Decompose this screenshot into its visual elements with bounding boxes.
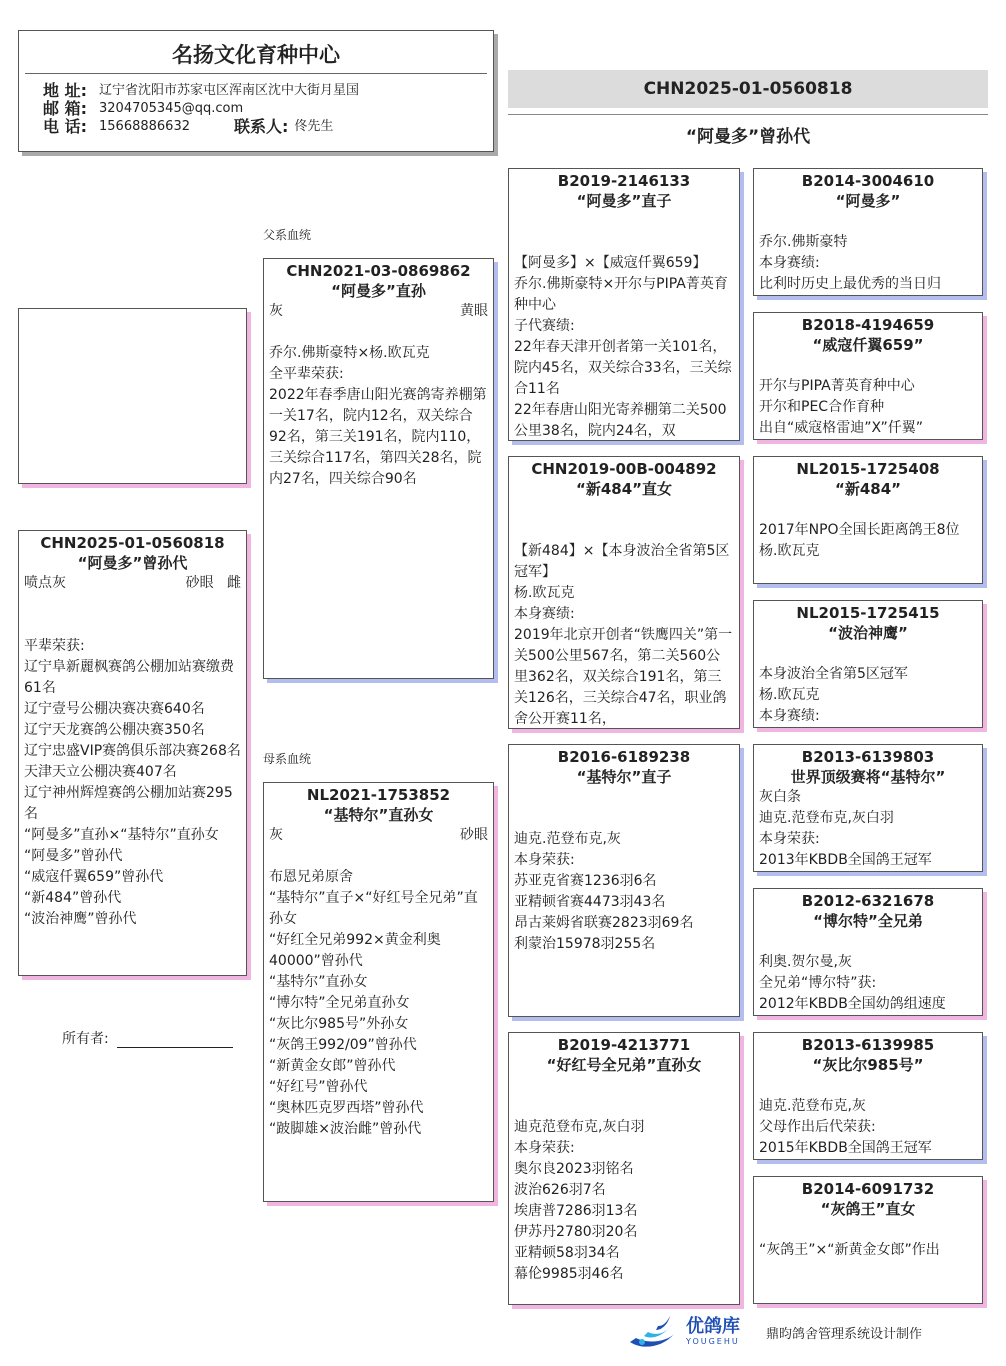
- dam-eye: 砂眼: [460, 827, 488, 843]
- great-grandparent-name: “灰比尔985号”: [812, 1056, 924, 1074]
- spacer: [759, 499, 977, 520]
- great-grandparent-details: [759, 232, 977, 295]
- phone-value: 15668886632: [99, 119, 190, 134]
- subject-color: 喷点灰: [24, 575, 66, 591]
- great-grandparent-details: [759, 664, 977, 727]
- spacer: [514, 1096, 734, 1117]
- detail-line: “阿曼多”曾孙代: [24, 848, 123, 864]
- detail-line: 2015年KBDB全国鸽王冠军: [759, 1140, 932, 1156]
- great-grandparent-name: 世界顶级赛将“基特尔”: [790, 768, 946, 786]
- spacer: [269, 846, 488, 867]
- address-value: 辽宁省沈阳市苏家屯区浑南区沈中大街月星国: [99, 83, 360, 98]
- detail-line: 迪克.范登布克,灰: [514, 831, 621, 847]
- detail-line: 昂古莱姆省联赛2823羽69名: [514, 915, 694, 931]
- credit-text: 鼎昀鸽舍管理系统设计制作: [766, 1326, 923, 1342]
- detail-line: 苏亚克省赛1236羽6名: [514, 873, 657, 889]
- great-grandparent-details: [759, 787, 977, 871]
- detail-line: “跛脚雄×波治雌”曾孙代: [269, 1121, 422, 1137]
- detail-line: 乔尔.佛斯豪特×开尔与PIPA菁英育种中心: [514, 276, 728, 313]
- subject-card[interactable]: [18, 530, 247, 976]
- detail-line: 本身赛绩:: [759, 255, 820, 271]
- pigeon-ring-banner: CHN2025-01-0560818: [508, 70, 988, 108]
- great-grandparent-ring: B2012-6321678: [801, 892, 935, 910]
- detail-line: “新黄金女郎”曾孙代: [269, 1058, 396, 1074]
- sire-name: “阿曼多”直孙: [331, 282, 426, 300]
- great-grandparent-details: [759, 1240, 977, 1261]
- sire-card[interactable]: [263, 258, 494, 679]
- detail-line: 亚精顿省赛4473羽43名: [514, 894, 666, 910]
- dam-name: “基特尔”直孙女: [323, 806, 434, 824]
- great-grandparent-ring: B2014-6091732: [801, 1180, 935, 1198]
- great-grandparent-name: “博尔特”全兄弟: [813, 912, 923, 930]
- email-row: [43, 100, 493, 118]
- phone-label: 电 话:: [43, 117, 87, 136]
- detail-line: 出自“威寇格雷迪”X”仟翼”: [759, 420, 924, 436]
- spacer: [759, 1219, 977, 1240]
- detail-line: 天津天立公棚决赛407名: [24, 764, 177, 780]
- subject-eye: 砂眼: [185, 575, 214, 591]
- grandparent-name: “阿曼多”直子: [576, 192, 672, 210]
- great-grandparent-card-4[interactable]: [753, 600, 983, 728]
- great-grandparent-ring: B2018-4194659: [801, 316, 935, 334]
- great-grandparent-card-2[interactable]: [753, 312, 983, 440]
- subject-ring: CHN2025-01-0560818: [40, 534, 225, 552]
- detail-line: 辽宁神州辉煌赛鸽公棚加站赛295名: [24, 785, 233, 822]
- dam-traits: [269, 825, 488, 846]
- detail-line: “好红号”曾孙代: [269, 1079, 368, 1095]
- detail-line: 本身荣获:: [759, 831, 820, 847]
- detail-line: 2013年KBDB全国鸽王冠军: [759, 852, 932, 868]
- grandparent-ring: CHN2019-00B-004892: [531, 460, 717, 478]
- detail-line: 杨.欧瓦克: [759, 687, 820, 703]
- dam-ring: NL2021-1753852: [306, 786, 451, 804]
- grandparent-name: “好红号全兄弟”直孙女: [546, 1056, 702, 1074]
- spacer: [269, 322, 488, 343]
- dam-color: 灰: [269, 827, 283, 843]
- spacer: [759, 211, 977, 232]
- detail-line: 波治626羽7名: [514, 1182, 606, 1198]
- detail-line: 本身波治全省第5区冠军: [759, 666, 908, 682]
- grandparent-details: [514, 1117, 734, 1285]
- spacer: [514, 1075, 734, 1096]
- detail-line: 迪克范登布克,灰白羽: [514, 1119, 645, 1135]
- spacer: [759, 931, 977, 952]
- great-grandparent-details: [759, 1096, 977, 1159]
- sire-traits: [269, 301, 488, 322]
- grandparent-details: [514, 829, 734, 955]
- detail-line: 本身荣获:: [514, 852, 575, 868]
- breeder-title: 名扬文化育种中心: [172, 43, 340, 67]
- great-grandparent-name: “灰鸽王”直女: [820, 1200, 916, 1218]
- great-grandparent-name: “新484”: [834, 480, 902, 498]
- detail-line: 2017年NPO全国长距离鸽王8位: [759, 522, 960, 538]
- address-row: [43, 82, 493, 100]
- great-grandparent-name: “波治神鹰”: [828, 624, 908, 642]
- detail-line: 杨.欧瓦克: [514, 585, 575, 601]
- detail-line: 本身赛绩:: [759, 708, 820, 724]
- detail-line: 本身荣获:: [514, 1140, 575, 1156]
- great-grandparent-details: [759, 520, 977, 562]
- great-grandparent-card-8[interactable]: [753, 1176, 983, 1304]
- subject-sex: 雌: [227, 575, 241, 591]
- detail-line: “基特尔”直子×“好红号全兄弟”直孙女: [269, 890, 478, 927]
- sire-details: [269, 343, 488, 490]
- detail-line: 父母作出后代荣获:: [759, 1119, 876, 1135]
- breeder-header: [18, 30, 494, 152]
- detail-line: “基特尔”直孙女: [269, 974, 368, 990]
- great-grandparent-card-5[interactable]: [753, 744, 983, 872]
- detail-line: 比利时历史上最优秀的当日归: [759, 276, 941, 292]
- great-grandparent-card-6[interactable]: [753, 888, 983, 1016]
- detail-line: “威寇仟翼659”曾孙代: [24, 869, 164, 885]
- spacer: [24, 615, 241, 636]
- detail-line: 布恩兄弟原舍: [269, 869, 353, 885]
- detail-line: “博尔特”全兄弟直孙女: [269, 995, 410, 1011]
- dam-details: [269, 867, 488, 1140]
- banner-divider: [508, 114, 988, 115]
- detail-line: 2012年KBDB全国幼鸽组速度: [759, 996, 946, 1012]
- detail-line: “阿曼多”直孙×“基特尔”直孙女: [24, 827, 219, 843]
- detail-line: 子代赛绩:: [514, 318, 575, 334]
- spacer: [514, 808, 734, 829]
- detail-line: 平辈荣获:: [24, 638, 85, 654]
- dam-line-label: 母系血统: [263, 752, 312, 766]
- detail-line: 迪克.范登布克,灰白羽: [759, 810, 894, 826]
- spacer: [514, 499, 734, 520]
- detail-line: 2019年北京开创者“铁鹰四关”第一关500公里567名，第二关560公里362名，双关综合191名，第三关126名，三关综合47名，职业鸽舍公开赛11名，: [514, 627, 733, 727]
- great-grandparent-details: [759, 952, 977, 1015]
- detail-line: 【新484】×【本身波治全省第5区冠军】: [514, 543, 730, 580]
- contact-label: 联系人:: [233, 117, 289, 136]
- great-grandparent-name: “阿曼多”: [835, 192, 901, 210]
- sire-color: 灰: [269, 303, 283, 319]
- grandparent-ring: B2019-2146133: [557, 172, 691, 190]
- grandparent-ring: B2016-6189238: [557, 748, 691, 766]
- spacer: [514, 787, 734, 808]
- detail-line: 22年春唐山阳光寄养棚第二关500公里38名，院内24名，双: [514, 402, 727, 439]
- grandparent-card-4[interactable]: [508, 1032, 740, 1305]
- great-grandparent-ring: NL2015-1725415: [796, 604, 940, 622]
- detail-line: 灰白条: [759, 789, 801, 805]
- brand-logo-icon: [622, 1312, 682, 1352]
- email-label: 邮 箱:: [43, 99, 87, 118]
- footer: [622, 1312, 922, 1352]
- detail-line: 22年春天津开创者第一关101名，院内45名，双关综合33名，三关综合11名: [514, 339, 732, 397]
- great-grandparent-ring: NL2015-1725408: [796, 460, 940, 478]
- great-grandparent-ring: B2013-6139803: [801, 748, 935, 766]
- detail-line: “波治神鹰”曾孙代: [24, 911, 137, 927]
- detail-line: 迪克.范登布克,灰: [759, 1098, 866, 1114]
- spacer: [24, 594, 241, 615]
- address-label: 地 址:: [43, 81, 87, 100]
- detail-line: 全兄弟“博尔特”获:: [759, 975, 877, 991]
- detail-line: “奥林匹克罗西塔”曾孙代: [269, 1100, 424, 1116]
- phone-row: [43, 118, 493, 136]
- contact-value: 佟先生: [294, 119, 334, 134]
- owner-label: 所有者:: [62, 1031, 109, 1047]
- great-grandparent-card-1[interactable]: [753, 168, 983, 296]
- great-grandparent-details: [759, 376, 977, 439]
- brand-cn: 优鸽库: [686, 1316, 740, 1337]
- detail-line: 埃唐普7286羽13名: [514, 1203, 638, 1219]
- detail-line: 辽宁阜新麗枫赛鸽公棚加站赛缴费61名: [24, 659, 234, 696]
- grandparent-name: “基特尔”直子: [576, 768, 672, 786]
- brand-en: YOUGEHU: [686, 1337, 740, 1346]
- owner-signature-line[interactable]: [117, 1034, 233, 1048]
- detail-line: 开尔和PEC合作育种: [759, 399, 885, 415]
- detail-line: 2022年春季唐山阳光赛鸽寄养棚第一关17名，院内12名，双关综合92名，第三关191名，院内110，三关综合117名，第四关28名，院内27名，四关综合90名: [269, 387, 487, 487]
- spacer: [759, 643, 977, 664]
- spacer: [514, 232, 734, 253]
- grandparent-details: [514, 541, 734, 729]
- spacer: [514, 211, 734, 232]
- detail-line: 利奥.贺尔曼,灰: [759, 954, 852, 970]
- grandparent-card-3[interactable]: [508, 744, 740, 1017]
- great-grandparent-name: “威寇仟翼659”: [812, 336, 924, 354]
- sire-eye: 黄眼: [460, 303, 488, 319]
- great-grandparent-card-3[interactable]: [753, 456, 983, 584]
- pigeon-photo-frame[interactable]: [18, 308, 247, 484]
- detail-line: 乔尔.佛斯豪特×杨.欧瓦克: [269, 345, 430, 361]
- detail-line: 全平辈荣获:: [269, 366, 344, 382]
- spacer: [759, 1075, 977, 1096]
- breeder-info: [19, 74, 493, 136]
- great-grandparent-card-7[interactable]: [753, 1032, 983, 1160]
- grandparent-card-2[interactable]: [508, 456, 740, 729]
- detail-line: 幕伦9985羽46名: [514, 1266, 624, 1282]
- detail-line: “灰比尔985号”外孙女: [269, 1016, 409, 1032]
- spacer: [759, 355, 977, 376]
- spacer: [514, 520, 734, 541]
- detail-line: 亚精顿58羽34名: [514, 1245, 620, 1261]
- detail-line: 伊苏丹2780羽20名: [514, 1224, 638, 1240]
- subject-name: “阿曼多”曾孙代: [77, 554, 188, 572]
- detail-line: 辽宁壹号公棚决赛决赛640名: [24, 701, 205, 717]
- sire-line-label: 父系血统: [263, 228, 312, 242]
- grandparent-ring: B2019-4213771: [557, 1036, 691, 1054]
- detail-line: 辽宁忠盛VIP赛鸽俱乐部决赛268名: [24, 743, 241, 759]
- grandparent-card-1[interactable]: [508, 168, 740, 441]
- detail-line: “灰鸽王”×“新黄金女郎”作出: [759, 1242, 940, 1258]
- email-value: 3204705345@qq.com: [99, 101, 244, 116]
- detail-line: “好红全兄弟992×黄金利奥40000”曾孙代: [269, 932, 441, 969]
- detail-line: 辽宁天龙赛鸽公棚决赛350名: [24, 722, 205, 738]
- great-grandparent-ring: B2013-6139985: [801, 1036, 935, 1054]
- detail-line: 利蒙治15978羽255名: [514, 936, 656, 952]
- dam-card[interactable]: [263, 782, 494, 1202]
- detail-line: 杨.欧瓦克: [759, 543, 820, 559]
- owner-field[interactable]: [62, 1028, 233, 1048]
- detail-line: 本身赛绩:: [514, 606, 575, 622]
- subject-details: [24, 636, 241, 930]
- detail-line: 奥尔良2023羽铭名: [514, 1161, 634, 1177]
- brand-name: [686, 1317, 740, 1347]
- pigeon-name-banner: “阿曼多”曾孙代: [685, 127, 811, 147]
- detail-line: “新484”曾孙代: [24, 890, 122, 906]
- grandparent-name: “新484”直女: [575, 480, 673, 498]
- sire-ring: CHN2021-03-0869862: [286, 262, 471, 280]
- great-grandparent-ring: B2014-3004610: [801, 172, 935, 190]
- detail-line: “灰鸽王992/09”曾孙代: [269, 1037, 417, 1053]
- grandparent-details: [514, 253, 734, 441]
- detail-line: 【阿曼多】×【威寇仟翼659】: [514, 255, 707, 271]
- subject-traits: [24, 573, 241, 594]
- detail-line: 开尔与PIPA菁英育种中心: [759, 378, 915, 394]
- detail-line: 乔尔.佛斯豪特: [759, 234, 848, 250]
